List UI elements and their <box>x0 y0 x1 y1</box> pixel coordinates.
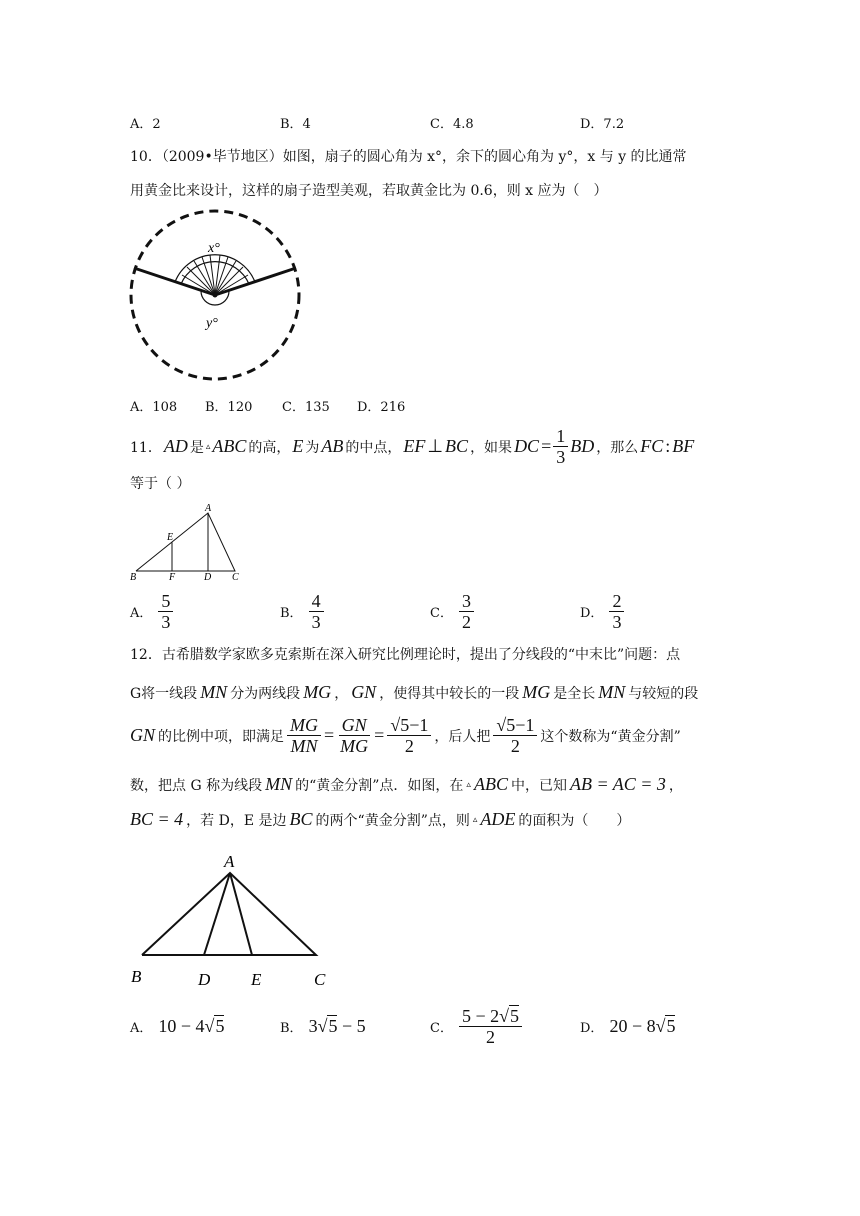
fraction-one-third <box>553 426 568 467</box>
option-value: 10 − 4√5 <box>158 1016 225 1036</box>
option-letter: A． <box>130 606 153 621</box>
math-MN: MN <box>265 774 293 794</box>
fraction-denominator: 2 <box>404 736 414 756</box>
label-F: F <box>169 572 176 583</box>
option-letter: B． <box>280 1021 303 1036</box>
value-text: 20 − 8 <box>609 1016 656 1036</box>
fraction-denominator: MG <box>340 736 369 756</box>
label-C: C <box>232 572 239 583</box>
fraction-numerator <box>387 715 431 736</box>
fraction-MG-MN <box>287 715 321 756</box>
math-BF: BF <box>672 436 695 456</box>
q11-option-c[interactable] <box>430 591 474 632</box>
option-letter: D． <box>580 1021 604 1036</box>
fraction-denominator: 3 <box>556 447 566 467</box>
q11-text: ，那么 <box>596 439 639 456</box>
sqrt5: √5 <box>496 715 516 735</box>
label-C: C <box>314 970 326 989</box>
q11-text: 为 <box>305 439 320 456</box>
equals-symbol: = <box>374 725 385 745</box>
fraction-numerator: GN <box>339 715 370 736</box>
q12-text-line4 <box>130 774 683 795</box>
fraction-golden <box>493 715 537 756</box>
q12-text: ， <box>668 777 683 794</box>
fraction-denominator: MN <box>290 736 318 756</box>
math-AB: AB <box>321 436 344 456</box>
q12-text: ， <box>334 685 349 702</box>
q12-option-a[interactable] <box>130 1016 224 1037</box>
math-BC: BC <box>445 436 469 456</box>
triangle-icon: ▵ <box>466 779 471 790</box>
fraction-golden <box>387 715 431 756</box>
q12-text: 的比例中项，即满足 <box>158 728 285 745</box>
triangle-figure-q12 <box>128 845 338 995</box>
q12-text-line3 <box>130 715 681 756</box>
q10-text-line2: 用黄金比来设计，这样的扇子造型美观，若取黄金比为 0.6，则 x 应为（ ） <box>130 183 608 199</box>
math-MN: MN <box>200 682 228 702</box>
q9-option-d[interactable]: D．7.2 <box>580 117 625 132</box>
colon-symbol: : <box>665 436 671 456</box>
fraction-numerator: 3 <box>459 591 474 612</box>
math-FC: FC <box>640 436 664 456</box>
q12-text: 数，把点 G 称为线段 <box>130 777 263 794</box>
radicand: 5 <box>666 1016 676 1036</box>
label-B: B <box>131 967 142 986</box>
radicand: 5 <box>215 1016 225 1036</box>
option-letter: C． <box>430 606 453 621</box>
label-D: D <box>204 572 212 583</box>
perp-symbol: ⊥ <box>427 436 444 456</box>
triangle-figure-q11 <box>128 500 248 588</box>
value-tail: − 5 <box>337 1016 366 1036</box>
fraction-numerator: MG <box>287 715 321 736</box>
math-ABC: ABC <box>212 436 247 456</box>
q11-option-d[interactable] <box>580 591 624 632</box>
math-eq-AB-AC: AB = AC = 3 <box>569 774 666 794</box>
fraction-denominator: 2 <box>461 612 471 632</box>
math-ADE: ADE <box>480 809 516 829</box>
label-A: A <box>205 503 212 514</box>
triangle-icon: ▵ <box>472 814 478 825</box>
label-D: D <box>198 970 211 989</box>
option-letter: B． <box>280 606 303 621</box>
fraction-denominator: 3 <box>612 612 622 632</box>
option-fraction <box>158 591 173 632</box>
triangle-icon: ▵ <box>205 441 211 452</box>
q11-text: ，如果 <box>470 439 513 456</box>
fraction-numerator: 1 <box>553 426 568 447</box>
fraction-denominator: 2 <box>510 736 520 756</box>
q10-option-b[interactable]: B．120 <box>205 400 253 415</box>
fan-label-y: y° <box>206 316 218 331</box>
q12-text: ，若 D，E 是边 <box>186 812 287 829</box>
fan-label-x: x° <box>208 241 220 256</box>
q12-text: 中，已知 <box>510 777 567 794</box>
math-GN: GN <box>130 725 156 745</box>
equals-symbol: = <box>541 436 552 456</box>
value-text: 5 − 2 <box>461 1006 500 1026</box>
q10-option-c[interactable]: C．135 <box>282 400 330 415</box>
q9-option-a[interactable]: A．2 <box>130 117 161 132</box>
option-value: 20 − 8√5 <box>609 1016 676 1036</box>
q11-text: 的中点， <box>345 439 402 456</box>
q12-option-b[interactable] <box>280 1016 366 1037</box>
q12-text: ，后人把 <box>434 728 491 745</box>
radicand: 5 <box>328 1016 338 1036</box>
math-BC: BC <box>289 809 313 829</box>
equals-symbol: = <box>324 725 335 745</box>
minus-one: −1 <box>515 715 535 735</box>
label-E: E <box>167 532 174 543</box>
q12-text: 的“黄金分割”点．如图，在 <box>295 777 464 794</box>
label-A: A <box>224 852 235 871</box>
q12-text: 是全长 <box>553 685 596 702</box>
math-MN: MN <box>598 682 626 702</box>
q11-option-a[interactable] <box>130 591 173 632</box>
fan-figure <box>128 205 303 385</box>
fraction-numerator: 5 − 2√5 <box>459 1006 522 1027</box>
q12-text-line1: 12．古希腊数学家欧多克索斯在深入研究比例理论时，提出了分线段的“中末比”问题：点 <box>130 647 681 663</box>
math-MG: MG <box>303 682 332 702</box>
option-letter: C． <box>430 1021 453 1036</box>
option-fraction <box>309 591 324 632</box>
q12-option-c[interactable] <box>430 1006 522 1047</box>
q12-text: 分为两线段 <box>230 685 301 702</box>
math-MG: MG <box>522 682 551 702</box>
fraction-numerator: 5 <box>158 591 173 612</box>
q10-option-d[interactable]: D．216 <box>357 400 406 415</box>
q11-text-line2: 等于（ ） <box>130 476 191 492</box>
math-AD: AD <box>163 436 188 456</box>
math-EF: EF <box>403 436 426 456</box>
q11-number: 11． <box>130 439 162 456</box>
option-value: 3√5 − 5 <box>308 1016 366 1036</box>
minus-one: −1 <box>409 715 429 735</box>
option-fraction <box>459 591 474 632</box>
value-text: 10 − 4 <box>158 1016 205 1036</box>
radicand: 5 <box>510 1006 519 1026</box>
math-eq-BC: BC = 4 <box>130 809 184 829</box>
option-letter: A． <box>130 1021 153 1036</box>
option-letter: D． <box>580 606 604 621</box>
q12-text-line2 <box>130 682 698 703</box>
fraction-denominator: 2 <box>485 1027 495 1047</box>
math-BD: BD <box>570 436 595 456</box>
label-B: B <box>130 572 137 583</box>
q9-option-b[interactable]: B．4 <box>280 117 311 132</box>
q9-option-c[interactable]: C．4.8 <box>430 117 474 132</box>
math-DC: DC <box>514 436 540 456</box>
q12-text: 这个数称为“黄金分割” <box>540 728 681 745</box>
fraction-denominator: 3 <box>161 612 171 632</box>
q12-text: G将一线段 <box>130 685 198 702</box>
math-ABC: ABC <box>473 774 508 794</box>
math-E: E <box>292 436 304 456</box>
fraction-denominator: 3 <box>311 612 321 632</box>
value-text: 3 <box>308 1016 318 1036</box>
math-GN: GN <box>351 682 377 702</box>
q11-option-b[interactable] <box>280 591 324 632</box>
q12-text: 的两个“黄金分割”点，则 <box>315 812 470 829</box>
option-fraction <box>459 1006 522 1047</box>
fraction-numerator: 2 <box>609 591 624 612</box>
q12-text: 的面积为（ ） <box>518 812 631 829</box>
q11-text: 的高， <box>248 439 291 456</box>
q10-text-line1: 10．（2009•毕节地区）如图，扇子的圆心角为 x°，余下的圆心角为 y°，x 与 y 的比通常 <box>130 149 687 165</box>
q12-text: 与较短的段 <box>628 685 699 702</box>
label-E: E <box>251 970 262 989</box>
option-fraction <box>609 591 624 632</box>
q12-text: ，使得其中较长的一段 <box>379 685 520 702</box>
fraction-GN-MG <box>337 715 371 756</box>
q12-option-d[interactable] <box>580 1016 675 1037</box>
fraction-numerator <box>493 715 537 736</box>
q11-text: 是 <box>189 439 204 456</box>
q10-option-a[interactable]: A．108 <box>130 400 178 415</box>
q11-text-line1 <box>130 426 694 467</box>
fraction-numerator: 4 <box>309 591 324 612</box>
q12-text-line5 <box>130 809 630 830</box>
sqrt5: √5 <box>390 715 410 735</box>
